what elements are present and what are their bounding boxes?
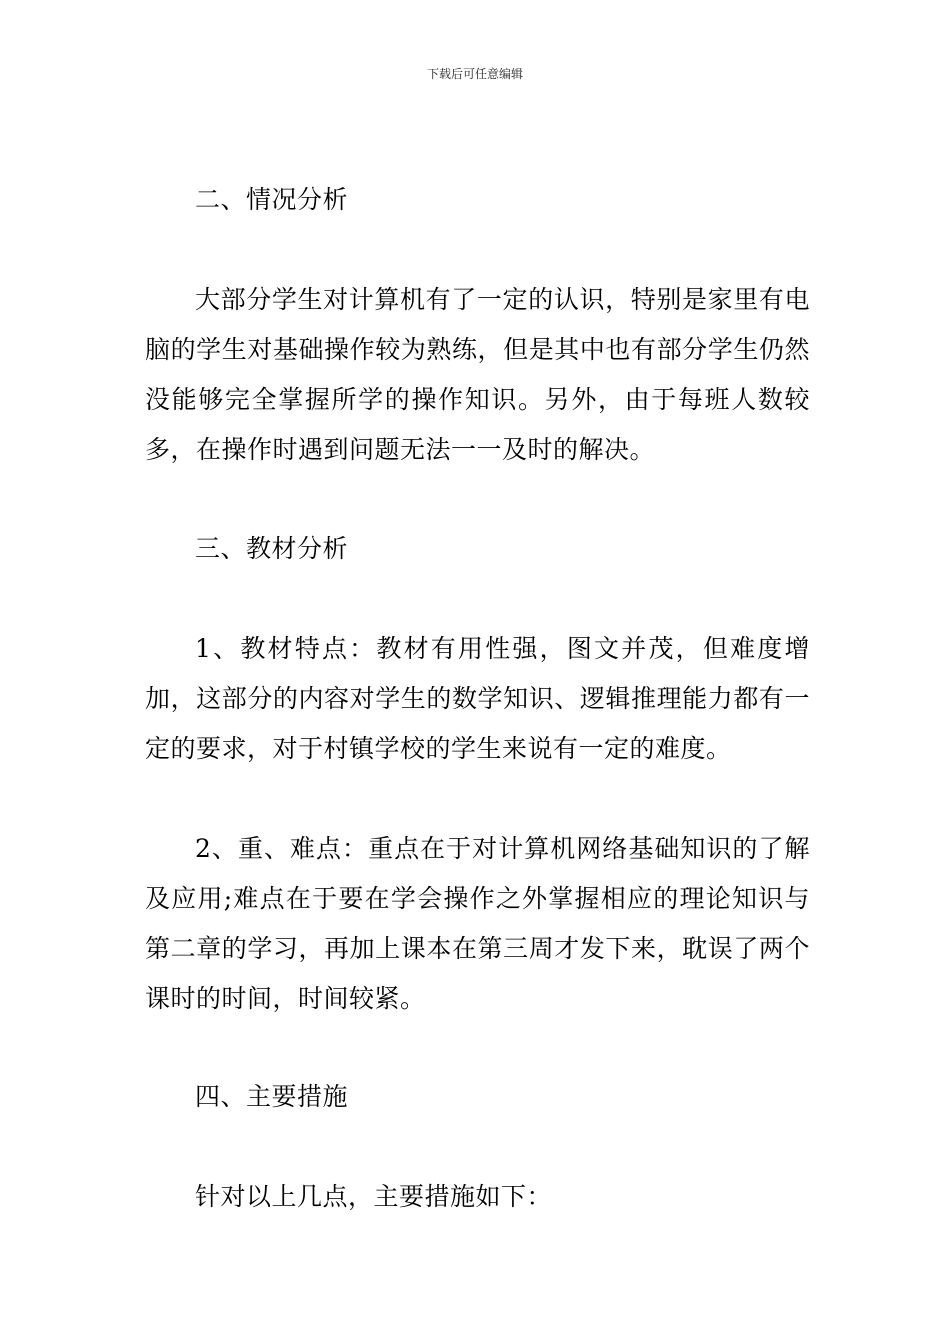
header-note: 下载后可任意编辑 xyxy=(426,67,523,81)
section-2-paragraph: 大部分学生对计算机有了一定的认识，特别是家里有电脑的学生对基础操作较为熟练，但是其中也有部分学生仍然没能够完全掌握所学的操作知识。另外，由于每班人数较多，在操作时遇到问题无法一一及时的解决。 xyxy=(145,285,810,464)
section-3-item-1: 1、教材特点：教材有用性强，图文并茂，但难度增加，这部分的内容对学生的数学知识、逻辑推理能力都有一定的要求，对于村镇学校的学生来说有一定的难度。 xyxy=(145,634,810,763)
section-4-paragraph: 针对以上几点，主要措施如下： xyxy=(195,1182,553,1211)
section-3-item-2: 2、重、难点：重点在于对计算机网络基础知识的了解及应用;难点在于要在学会操作之外掌握相应的理论知识与第二章的学习，再加上课本在第三周才发下来，耽误了两个课时的时间，时间较紧。 xyxy=(145,834,810,1013)
section-3-heading: 三、教材分析 xyxy=(195,534,349,563)
section-4-heading: 四、主要措施 xyxy=(195,1082,349,1111)
section-2-heading: 二、情况分析 xyxy=(195,185,349,214)
